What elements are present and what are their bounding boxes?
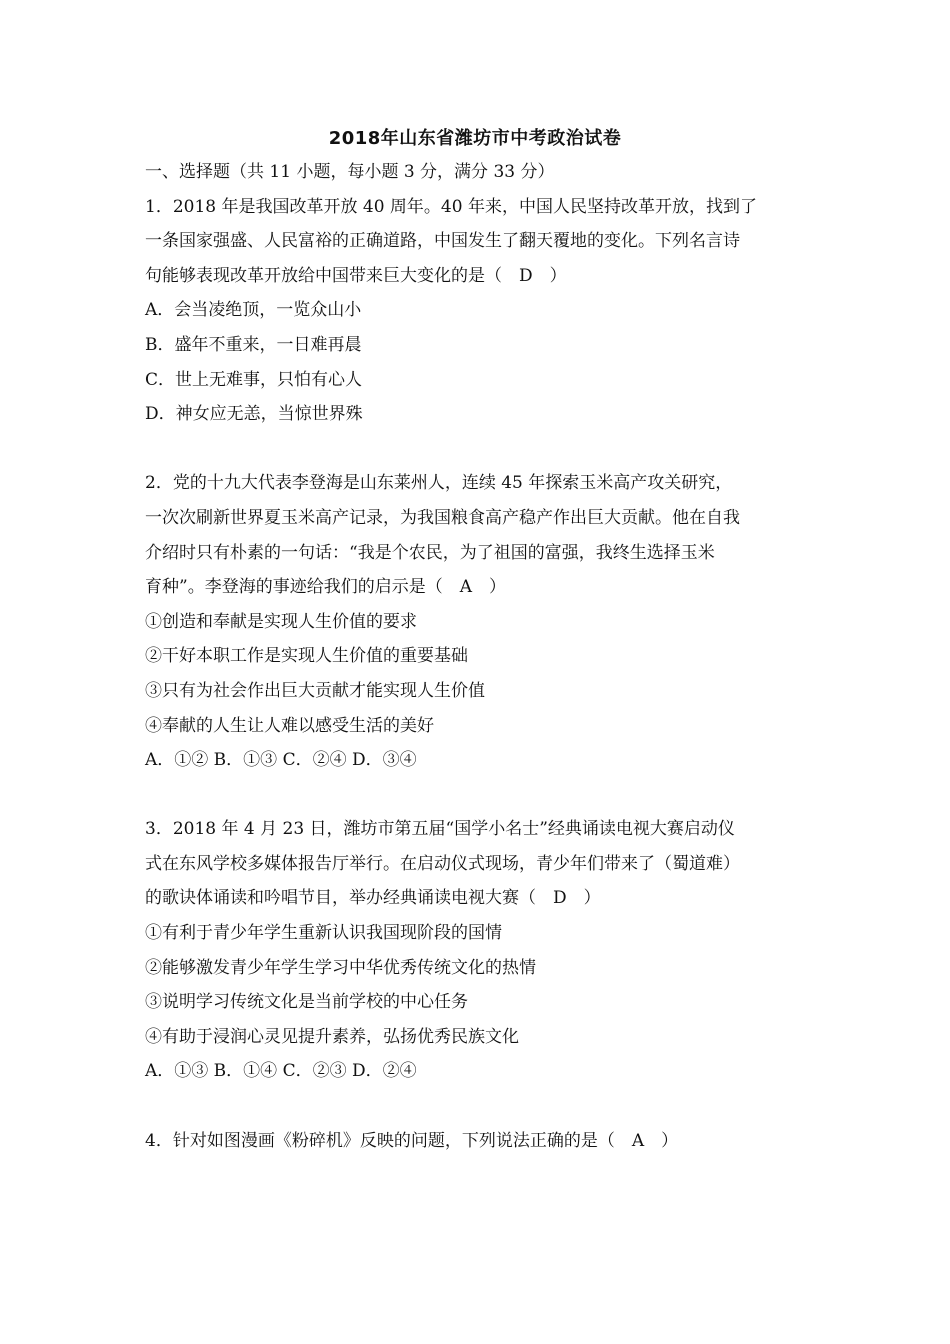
question-stem-line: 的歌诀体诵读和吟唱节目，举办经典诵读电视大赛（ D ） — [145, 888, 601, 909]
answer-choices: A．①② B．①③ C．②④ D．③④ — [145, 750, 417, 771]
question-4 — [145, 1124, 815, 1159]
page-title: 2018年山东省潍坊市中考政治试卷 — [328, 128, 622, 149]
question-2 — [145, 466, 815, 777]
question-stem-line: 式在东风学校多媒体报告厅举行。在启动仪式现场，青少年们带来了（蜀道难） — [145, 853, 740, 874]
statement-item: ②能够激发青少年学生学习中华优秀传统文化的热情 — [145, 957, 536, 978]
question-stem-line: 介绍时只有朴素的一句话：“我是个农民，为了祖国的富强，我终生选择玉米 — [145, 542, 715, 563]
statement-item: ①创造和奉献是实现人生价值的要求 — [145, 611, 417, 632]
question-1 — [145, 190, 815, 432]
answer-option: A．会当凌绝顶，一览众山小 — [145, 300, 362, 321]
document-body — [145, 155, 815, 1158]
question-stem-line: 3．2018 年 4 月 23 日，潍坊市第五届“国学小名士”经典诵读电视大赛启动仪 — [145, 819, 735, 840]
statement-item: ③说明学习传统文化是当前学校的中心任务 — [145, 992, 468, 1013]
answer-option: D．神女应无恙，当惊世界殊 — [145, 404, 363, 425]
statement-item: ①有利于青少年学生重新认识我国现阶段的国情 — [145, 923, 502, 944]
question-stem-line: 一条国家强盛、人民富裕的正确道路，中国发生了翻天覆地的变化。下列名言诗 — [145, 231, 740, 252]
answer-option: B．盛年不重来，一日难再晨 — [145, 334, 362, 355]
question-stem-line: 句能够表现改革开放给中国带来巨大变化的是（ D ） — [145, 265, 567, 286]
statement-item: ③只有为社会作出巨大贡献才能实现人生价值 — [145, 680, 485, 701]
statement-item: ④奉献的人生让人难以感受生活的美好 — [145, 715, 434, 736]
answer-choices: A．①③ B．①④ C．②③ D．②④ — [145, 1061, 417, 1082]
statement-item: ④有助于浸润心灵见提升素养，弘扬优秀民族文化 — [145, 1026, 519, 1047]
answer-option: C．世上无难事，只怕有心人 — [145, 369, 363, 390]
blank-line — [145, 1089, 815, 1124]
question-stem-line: 育种”。李登海的事迹给我们的启示是（ A ） — [145, 577, 506, 598]
blank-line — [145, 778, 815, 813]
question-stem-line: 1．2018 年是我国改革开放 40 周年。40 年来，中国人民坚持改革开放，找到了 — [145, 196, 757, 217]
question-stem-line: 4．针对如图漫画《粉碎机》反映的问题，下列说法正确的是（ A ） — [145, 1130, 679, 1151]
question-stem-line: 2．党的十九大代表李登海是山东莱州人，连续 45 年探索玉米高产攻关研究， — [145, 473, 733, 494]
question-3 — [145, 812, 815, 1089]
question-stem-line: 一次次刷新世界夏玉米高产记录，为我国粮食高产稳产作出巨大贡献。他在自我 — [145, 507, 740, 528]
statement-item: ②干好本职工作是实现人生价值的重要基础 — [145, 646, 468, 667]
section-heading: 一、选择题（共 11 小题，每小题 3 分，满分 33 分） — [145, 162, 555, 182]
blank-line — [145, 432, 815, 467]
